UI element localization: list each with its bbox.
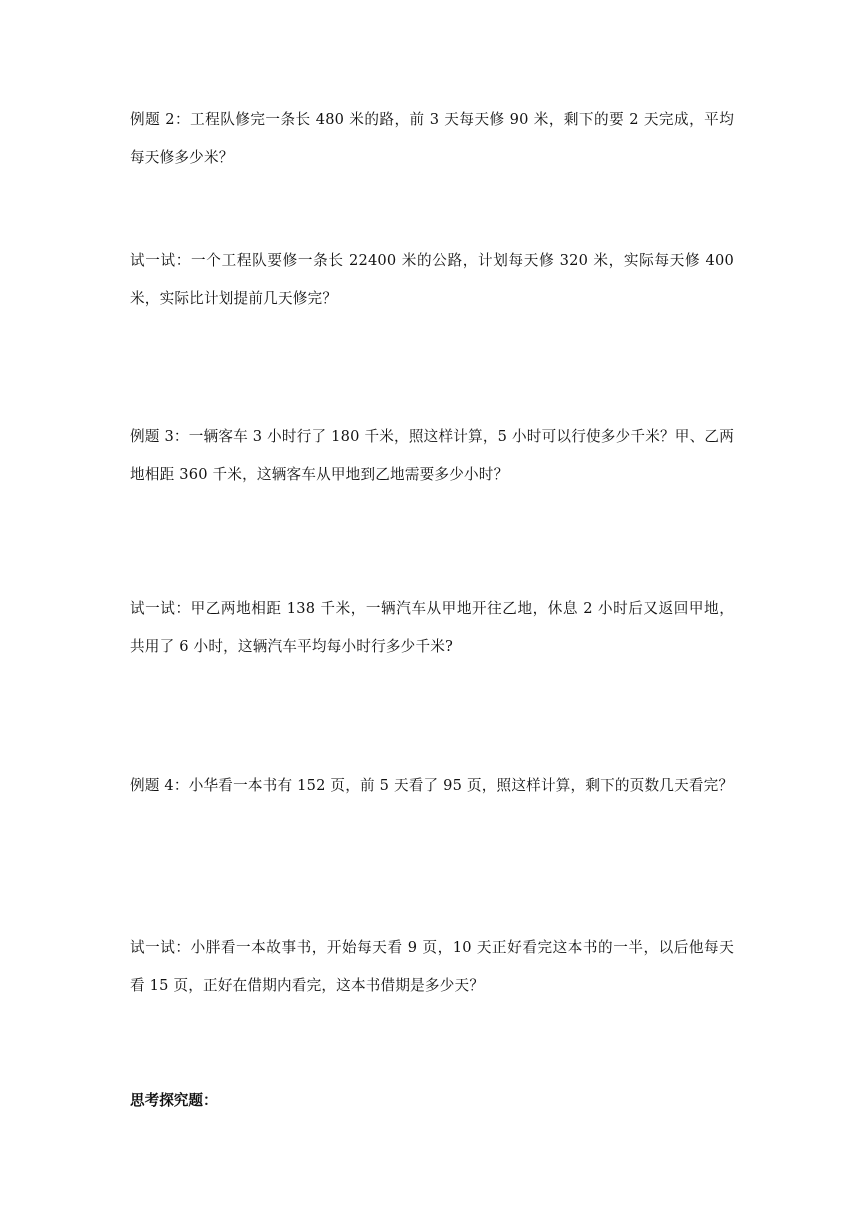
thinking-exploration-heading: 思考探究题： — [130, 1092, 218, 1109]
try-it-problem-2: 试一试：甲乙两地相距 138 千米，一辆汽车从甲地开往乙地，休息 2 小时后又返回甲地，共用了 6 小时，这辆汽车平均每小时行多少千米? — [130, 600, 734, 655]
example-2-problem: 例题 2：工程队修完一条长 480 米的路，前 3 天每天修 90 米，剩下的要 2 天完成，平均每天修多少米？ — [130, 111, 734, 166]
example-3-problem: 例题 3：一辆客车 3 小时行了 180 千米，照这样计算，5 小时可以行使多少千米？甲、乙两地相距 360 千米，这辆客车从甲地到乙地需要多少小时？ — [130, 428, 734, 483]
try-it-problem-3: 试一试：小胖看一本故事书，开始每天看 9 页，10 天正好看完这本书的一半，以后他每天看 15 页，正好在借期内看完，这本书借期是多少天？ — [130, 939, 734, 994]
example-4-problem: 例题 4：小华看一本书有 152 页，前 5 天看了 95 页，照这样计算，剩下的页数几天看完？ — [130, 777, 734, 794]
try-it-problem-1: 试一试：一个工程队要修一条长 22400 米的公路，计划每天修 320 米，实际每天修 400 米，实际比计划提前几天修完？ — [130, 252, 734, 307]
